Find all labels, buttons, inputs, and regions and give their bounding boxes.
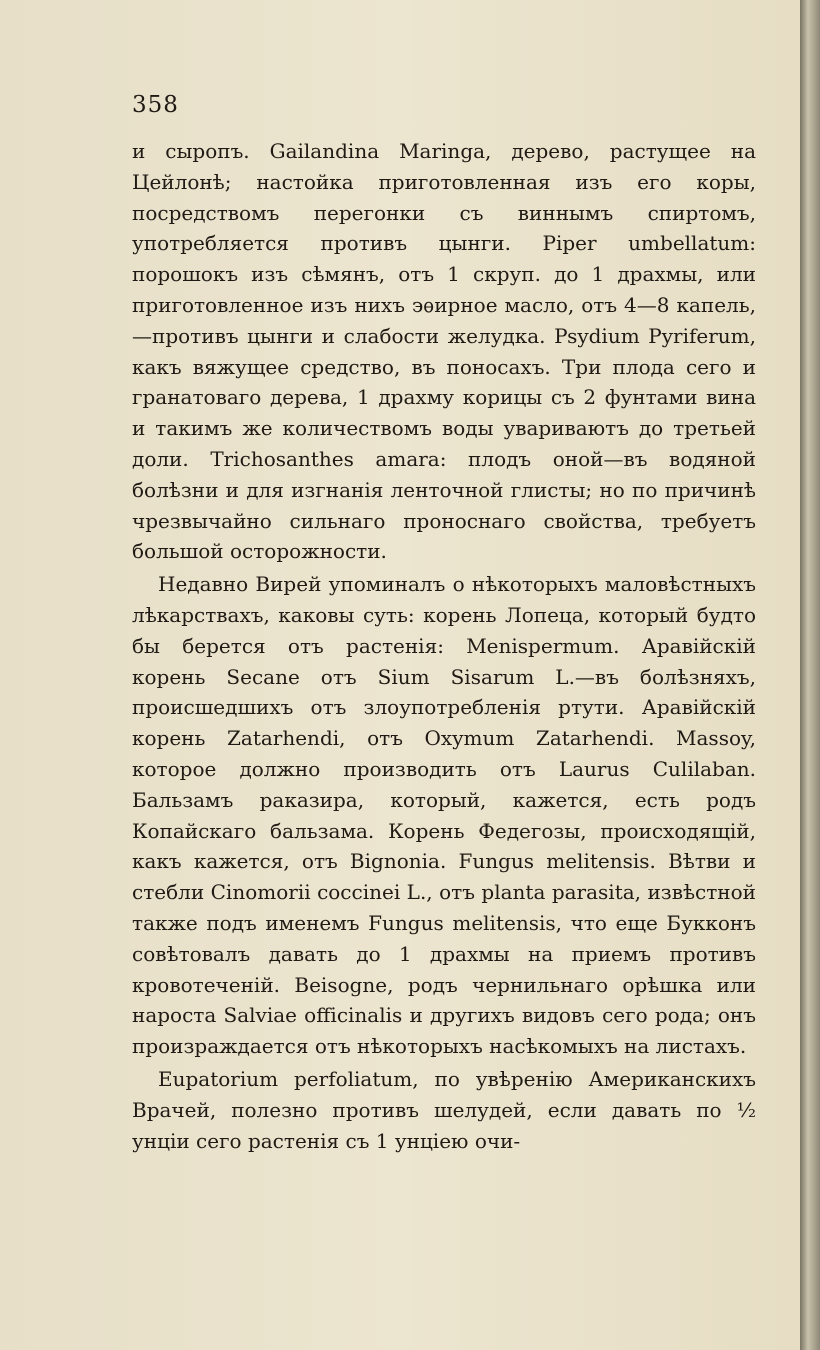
book-binding-edge — [800, 0, 820, 1350]
paragraph-1: и сыропъ. Gailandina Maringa, дерево, растущее на Цейлонѣ; настойка приготовленная изъ его коры, посредствомъ перегонки съ виннымъ спиртомъ, употребляется противъ цынги. Piper umbellatum: порошокъ изъ сѣмянъ, отъ 1 скруп. до 1 драхмы, или приготовленное изъ нихъ эѳирное масло, отъ 4—8 капель,—противъ цынги и слабости желудка. Psydium Pyriferum, какъ вяжущее средство, въ поносахъ. Три плода сего и гранатоваго дерева, 1 драхму корицы съ 2 фунтами вина и такимъ же количествомъ воды увариваютъ до третьей доли. Trichosanthes amara: плодъ оной—въ водяной болѣзни и для изгнанія ленточной глисты; но по причинѣ чрезвычайно сильнаго проноснаго свойства, требуетъ большой осторожности. — [132, 139, 756, 564]
page-text — [132, 136, 756, 1156]
page-number: 358 — [132, 92, 179, 118]
paragraph-2: Недавно Вирей упоминалъ о нѣкоторыхъ маловѣстныхъ лѣкарствахъ, каковы суть: корень Лопеца, который будто бы берется отъ растенія: Menispermum. Аравійскій корень Secane отъ Sium Sisarum L.—въ болѣзняхъ, происшедшихъ отъ злоупотребленія ртути. Аравійскій корень Zatarhendi, отъ Oxymum Zatarhendi. Massoy, которое должно производить отъ Laurus Culilaban. Бальзамъ раказира, который, кажется, есть родъ Копайскаго бальзама. Корень Федегозы, происходящій, какъ кажется, отъ Bignonia. Fungus melitensis. Вѣтви и стебли Cinomorii coccinei L., отъ planta parasita, извѣстной также подъ именемъ Fungus melitensis, что еще Букконъ совѣтовалъ давать до 1 драхмы на приемъ противъ кровотеченій. Beisogne, родъ чернильнаго орѣшка или нароста Salviae officinalis и другихъ видовъ сего рода; онъ произраждается отъ нѣкоторыхъ насѣкомыхъ на листахъ. — [132, 572, 756, 1059]
paragraph-3: Eupatorium perfoliatum, по увѣренію Американскихъ Врачей, полезно противъ шелудей, если давать по ½ унціи сего растенія съ 1 унціею очи- — [132, 1066, 756, 1153]
